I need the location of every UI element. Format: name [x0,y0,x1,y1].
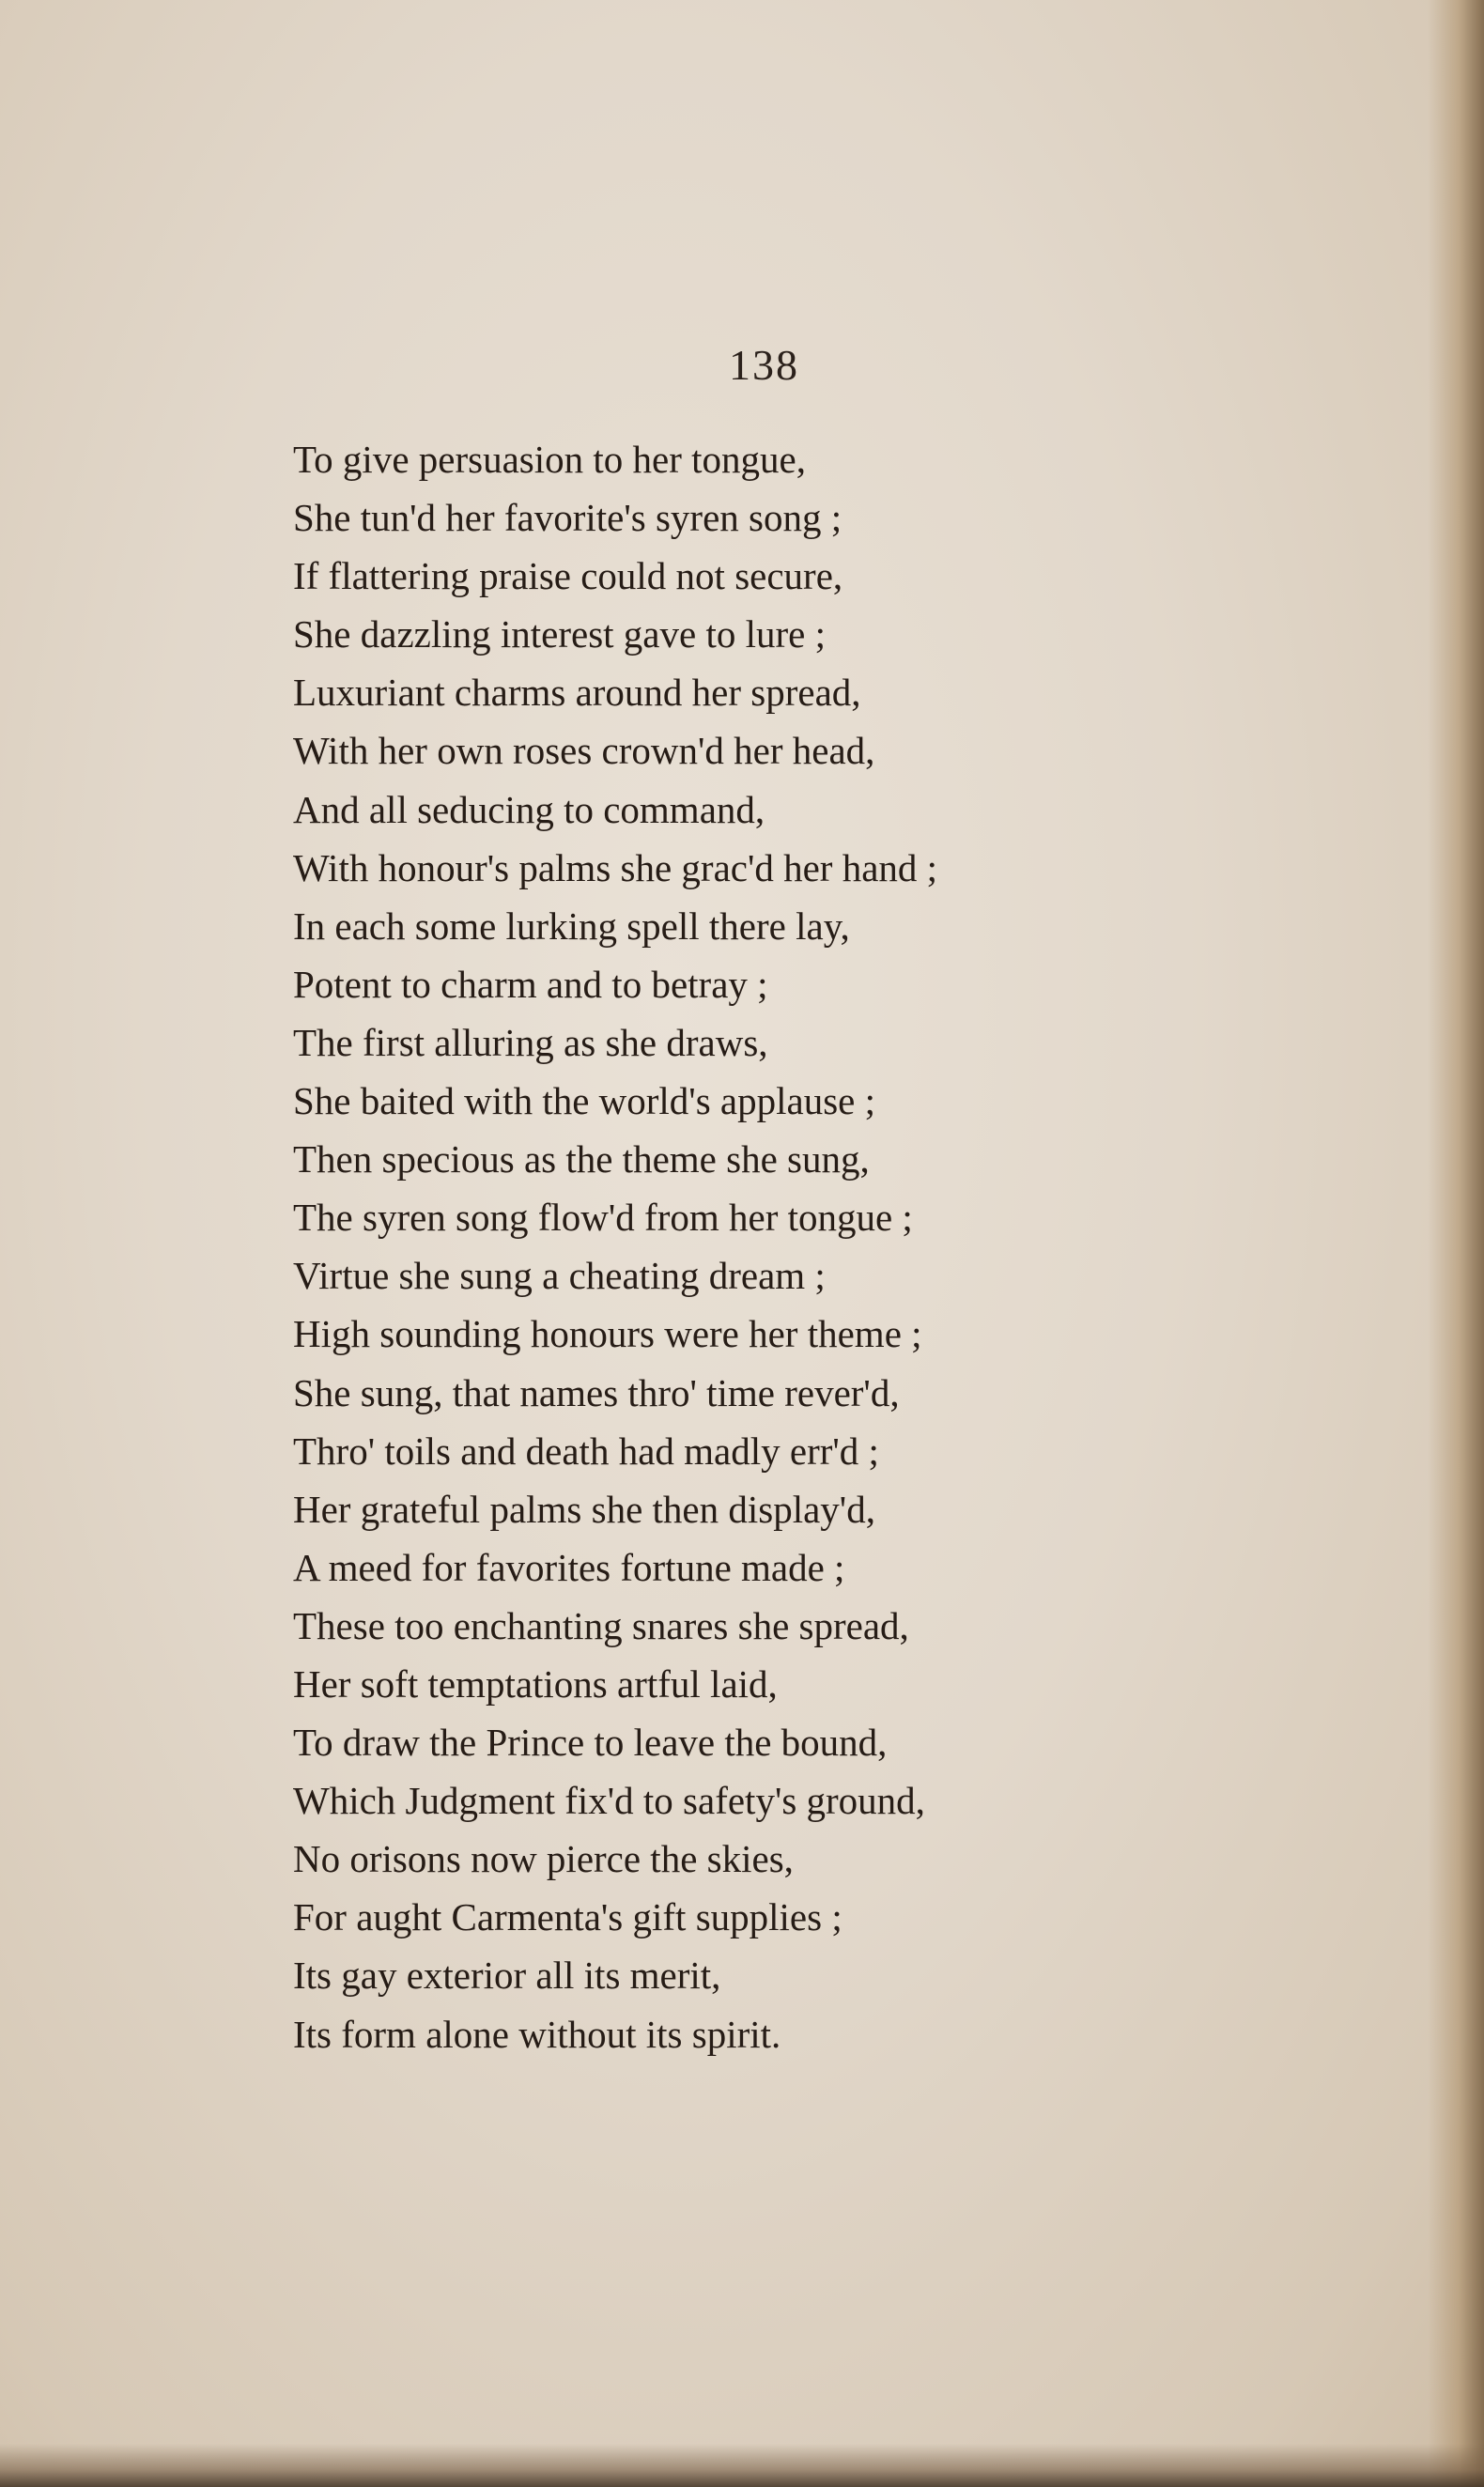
poem-line: If flattering praise could not secure, [293,554,843,598]
poem-line: With honour's palms she grac'd her hand ; [293,845,938,889]
poem-line: With her own roses crown'd her head, [293,729,875,773]
poem-line: She dazzling interest gave to lure ; [293,612,826,657]
poem-line: The first alluring as she draws, [293,1020,768,1064]
poem-line: To draw the Prince to leave the bound, [293,1721,888,1765]
poem-line: Which Judgment fix'd to safety's ground, [293,1779,925,1823]
poem-line: A meed for favorites fortune made ; [293,1545,845,1589]
poem-line: Her grateful palms she then display'd, [293,1487,875,1531]
poem-line: To give persuasion to her tongue, [293,438,806,481]
poem-line: Its gay exterior all its merit, [293,1954,721,1998]
poem-line: These too enchanting snares she spread, [293,1603,909,1647]
poem-line: In each some lurking spell there lay, [293,904,850,948]
poem-line: She baited with the world's applause ; [293,1079,875,1123]
poem-line: High sounding honours were her theme ; [293,1312,922,1356]
poem-line: She sung, that names thro' time rever'd, [293,1370,900,1414]
poem-line: No orisons now pierce the skies, [293,1837,794,1881]
page-edge-bottom [0,2444,1484,2487]
poem-line: Potent to charm and to betray ; [293,962,768,1006]
page-edge-right [1428,0,1484,2487]
poem-line: Thro' toils and death had madly err'd ; [293,1429,879,1473]
poem-line: Her soft temptations artful laid, [293,1661,778,1706]
poem-line: And all seducing to command, [293,787,765,831]
poem-text [293,430,1138,2063]
poem-line: The syren song flow'd from her tongue ; [293,1196,913,1240]
poem-line: For aught Carmenta's gift supplies ; [293,1895,842,1939]
page-number: 138 [729,341,799,389]
poem-line: She tun'd her favorite's syren song ; [293,496,842,540]
poem-line: Then specious as the theme she sung, [293,1137,870,1182]
poem-line: Its form alone without its spirit. [293,2012,781,2056]
poem-line: Luxuriant charms around her spread, [293,671,861,715]
poem-line: Virtue she sung a cheating dream ; [293,1254,826,1298]
